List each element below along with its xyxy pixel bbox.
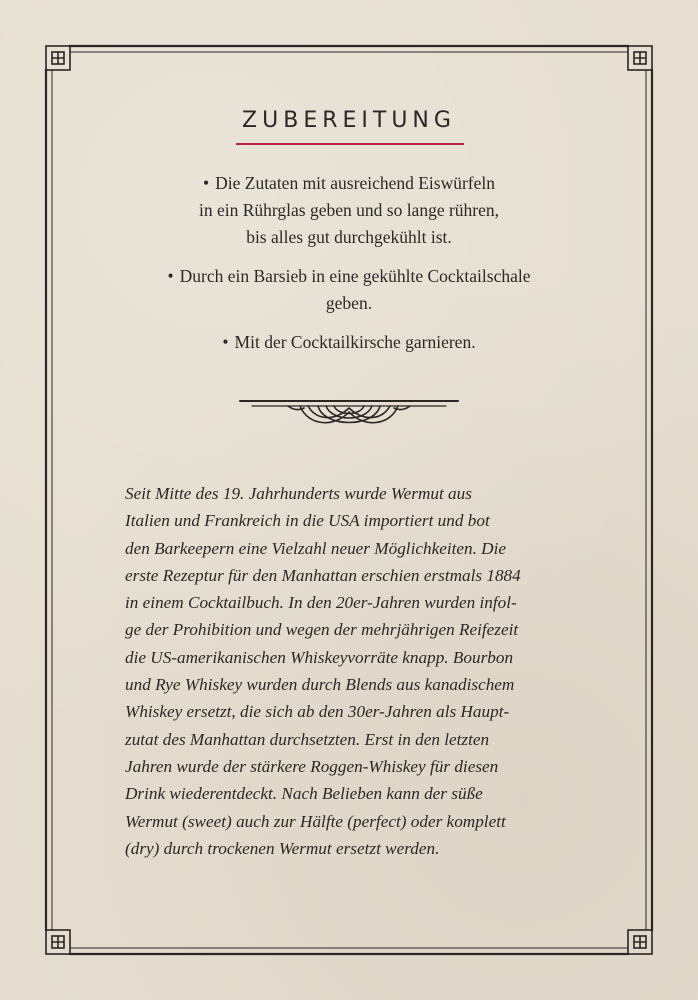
story-line: Jahren wurde der stärkere Roggen-Whiskey für diesen [125,756,499,776]
story-line: (dry) durch trockenen Wermut ersetzt werden. [125,838,440,858]
step-item [100,329,598,356]
story-line: ge der Prohibition und wegen der mehrjährigen Reifezeit [125,620,519,640]
heading-underline [236,143,464,145]
story-line: Drink wiederentdeckt. Nach Belieben kann der süße [125,784,483,804]
step-line: Die Zutaten mit ausreichend Eiswürfeln [215,173,496,193]
step-line: Durch ein Barsieb in eine gekühlte Cocktailschale [179,266,531,286]
story-line: erste Rezeptur für den Manhattan erschien erstmals 1884 [125,565,521,585]
story-line: den Barkeepern eine Vielzahl neuer Möglichkeiten. Die [125,538,507,558]
bullet-icon: • [222,332,229,352]
step-item [100,170,598,251]
story-line: Italien und Frankreich in die USA importiert und bot [125,511,490,531]
section-heading: ZUBEREITUNG [242,108,456,133]
bullet-icon: • [167,266,174,286]
preparation-steps [100,170,598,368]
story-line: Seit Mitte des 19. Jahrhunderts wurde Wermut aus [125,484,472,503]
history-paragraph [125,480,585,862]
step-line: Mit der Cocktailkirsche garnieren. [234,332,476,352]
art-deco-divider-icon [238,398,460,436]
story-line: zutat des Manhattan durchsetzten. Erst in den letzten [125,729,490,749]
story-line: die US-amerikanischen Whiskeyvorräte knapp. Bourbon [125,647,514,667]
step-item [100,263,598,317]
step-line: in ein Rührglas geben und so lange rühren, [198,200,500,220]
story-line: und Rye Whiskey wurden durch Blends aus kanadischem [125,675,515,695]
step-line: geben. [325,293,373,313]
bullet-icon: • [202,173,210,193]
story-line: Wermut (sweet) auch zur Hälfte (perfect) oder komplett [125,811,506,831]
story-line: Whiskey ersetzt, die sich ab den 30er-Jahren als Haupt- [125,702,510,722]
story-line: in einem Cocktailbuch. In den 20er-Jahren wurden infol- [125,593,517,613]
step-line: bis alles gut durchgekühlt ist. [246,227,452,247]
